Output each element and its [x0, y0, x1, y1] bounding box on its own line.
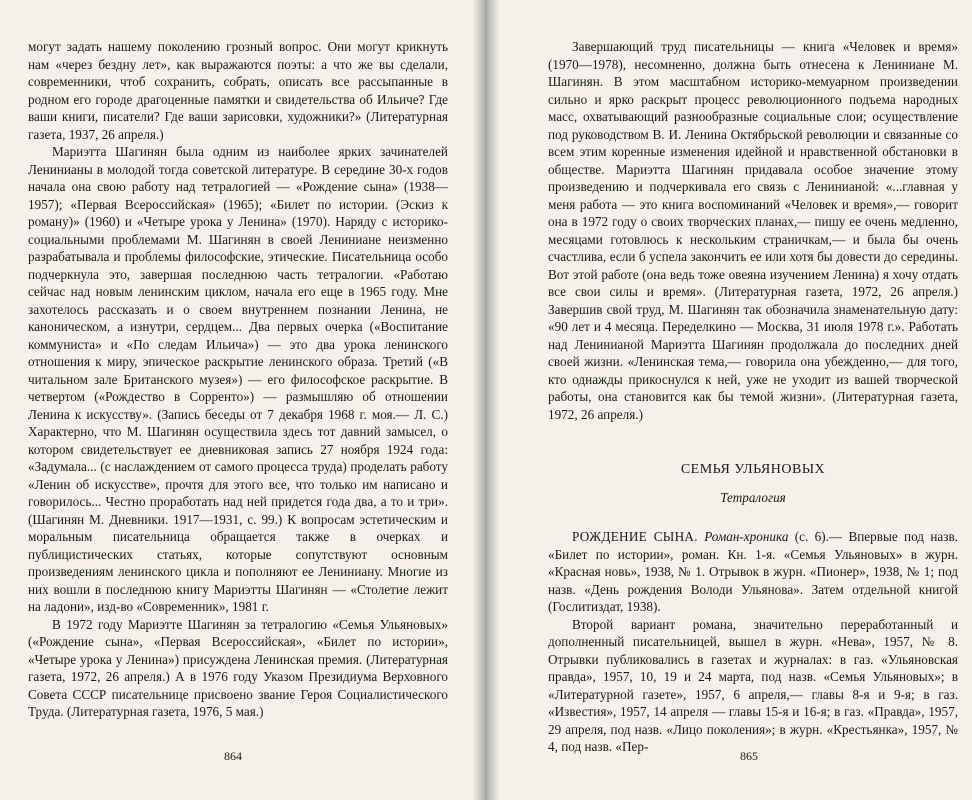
paragraph: Мариэтта Шагинян была одним из наиболее ярких зачинателей Ленинианы в молодой тогда советской литературе. В середине 30-х годов начала она свою работу над тетралогией — «Рождение сына» (1938—1957); «Первая Всероссийская» (1965); «Билет по истории. (Эскиз к роману)» (1960) и «Четыре урока у Ленина» (1970). Наряду с историко-социальными проблемами М. Шагинян в своей Лениниане неизменно разрабатывала и проблемы философские, этические. Писательница особо подчеркнула это, завершая последнюю часть тетралогии. «Работаю сейчас над новым ленинским циклом, начала его еще в 1965 году. Мне захотелось рассказать и о своем внутреннем познании Ленина, не каноническом, а изнутри, сердцем... Два первых очерка («Воспитание коммуниста» и «По следам Ильича») — это два урока ленинского отношения к миру, эпическое раскрытие ленинского образа. Третий («В читальном зале Британского музея») — его философское раскрытие. В четвертом («Рождество в Сорренто») — размышляю об отношении Ленина к искусству». (Запись беседы от 7 декабря 1968 г. моя.— Л. С.) Характерно, что М. Шагинян осуществила здесь тот давний замысел, о котором свидетельствует ее дневниковая запись 27 ноября 1924 года: «Задумала... (с наслаждением от самого процесса труда) проделать работу «Ленин об искусстве», прочтя для этого все, что только им написано и говорилось... Честно проработать над ней придется года два, а то и три». (Шагинян М. Дневники. 1917—1931, с. 99.) К вопросам эстетическим и моральным писательница обращается также в очерках и публицистических статьях, которые сопутствуют основным произведениям ленинского цикла и пополняют ее Лениниану. Многие из них вошли в последнюю книгу Мариэтты Шагинян — «Столетие лежит на ладони», изд-во «Современник», 1981 г.: [28, 144, 448, 614]
right-page: [486, 0, 972, 800]
page-number: 865: [740, 749, 758, 763]
book-gutter: [472, 0, 500, 800]
entry-title: РОЖДЕНИЕ СЫНА.: [572, 529, 698, 544]
section-subtitle: Тетралогия: [720, 489, 786, 505]
paragraph: В 1972 году Мариэтте Шагинян за тетралогию «Семья Ульяновых» («Рождение сына», «Первая Всероссийская», «Билет по истории», «Четыре урока у Ленина») присуждена Ленинская премия. (Литературная газета, 1972, 26 апреля.) А в 1976 году Указом Президиума Верховного Совета СССР писательнице присвоено звание Героя Социалистического Труда. (Литературная газета, 1976, 5 мая.): [28, 616, 448, 719]
entry-paragraph: [548, 528, 958, 616]
entry-text: (с. 6).— Впервые под назв. «Билет по истории», роман. Кн. 1-я. «Семья Ульяновых» в журн. «Красная новь», 1938, № 1. Отрывок в журн. «Пионер», 1938, № 1; под назв. «День рождения Володи Ульянова». Затем отдельной книгой (Гослитиздат, 1938).: [548, 529, 958, 614]
entry-genre: Роман-хроника: [704, 529, 789, 544]
paragraph: Второй вариант романа, значительно переработанный и дополненный писательницей, вышел в журн. «Нева», 1957, № 8. Отрывки публиковались в газетах и журналах: в газ. «Ульяновская правда», 1957, 10, 19 и 24 марта, под назв. «Семья Ульяновых»; в «Литературной газете», 1957, 6 апреля,— главы 8-я и 9-я; в газ. «Известия», 1957, 14 апреля — главы 15-я и 16-я; в газ. «Правда», 1957, 29 апреля, под назв. «Лицо поколения»; в журн. «Крестьянка», 1957, № 4, под назв. «Пер-: [548, 616, 958, 754]
page-number: 864: [224, 749, 242, 763]
paragraph: могут задать нашему поколению грозный вопрос. Они могут крикнуть нам «через бездну лет», как выражаются поэты: а что же вы сделали, современники, чтоб сохранить, собрать, описать все рассыпанные в родном его городе драгоценные памятки и свидетельства об Ильиче? Где ваши книги, писатели? Где ваши зарисовки, художники?» (Литературная газета, 1937, 26 апреля.): [28, 39, 448, 142]
section-title: СЕМЬЯ УЛЬЯНОВЫХ: [680, 462, 826, 477]
left-text-column: [28, 38, 448, 721]
paragraph: Завершающий труд писательницы — книга «Человек и время» (1970—1978), несомненно, должна быть отнесена к Лениниане М. Шагинян. В этом масштабном историко-мемуарном произведении сильно и ярко раскрыт процесс революционного подъема народных масс, охватывающий разнообразные социальные слои; осуществление под руководством В. И. Ленина Октябрьской революции и связанные со всем этим коренные изменения идейной и нравственной обстановки в обществе. Мариэтта Шагинян придавала особое значение этому произведению и подчеркивала его связь с Ленинианой: «...главная у меня работа — это книга воспоминаний «Человек и время»,— говорит она в 1972 году о своих творческих планах,— пишу ее очень медленно, месяцами готовлюсь к нескольким страничкам,— и была бы очень счастлива, если б успела закончить ее или хотя бы довести до середины. Вот этой работе (она ведь тоже овеяна изучением Ленина) я хочу отдать все свои силы и время». (Литературная газета, 1972, 26 апреля.) Завершив свой труд, М. Шагинян так обозначила знаменательную дату: «90 лет и 4 месяца. Переделкино — Москва, 31 июля 1978 г.». Работать над Ленинианой Мариэтта Шагинян продолжала до последних дней своей жизни. «Ленинская тема,— говорила она убежденно,— для того, кто однажды прикоснулся к ней, уже не уходит из вашей творческой работы, она становится как бы темой жизни». (Литературная газета, 1972, 26 апреля.): [548, 39, 958, 422]
right-text-column: [548, 38, 958, 756]
